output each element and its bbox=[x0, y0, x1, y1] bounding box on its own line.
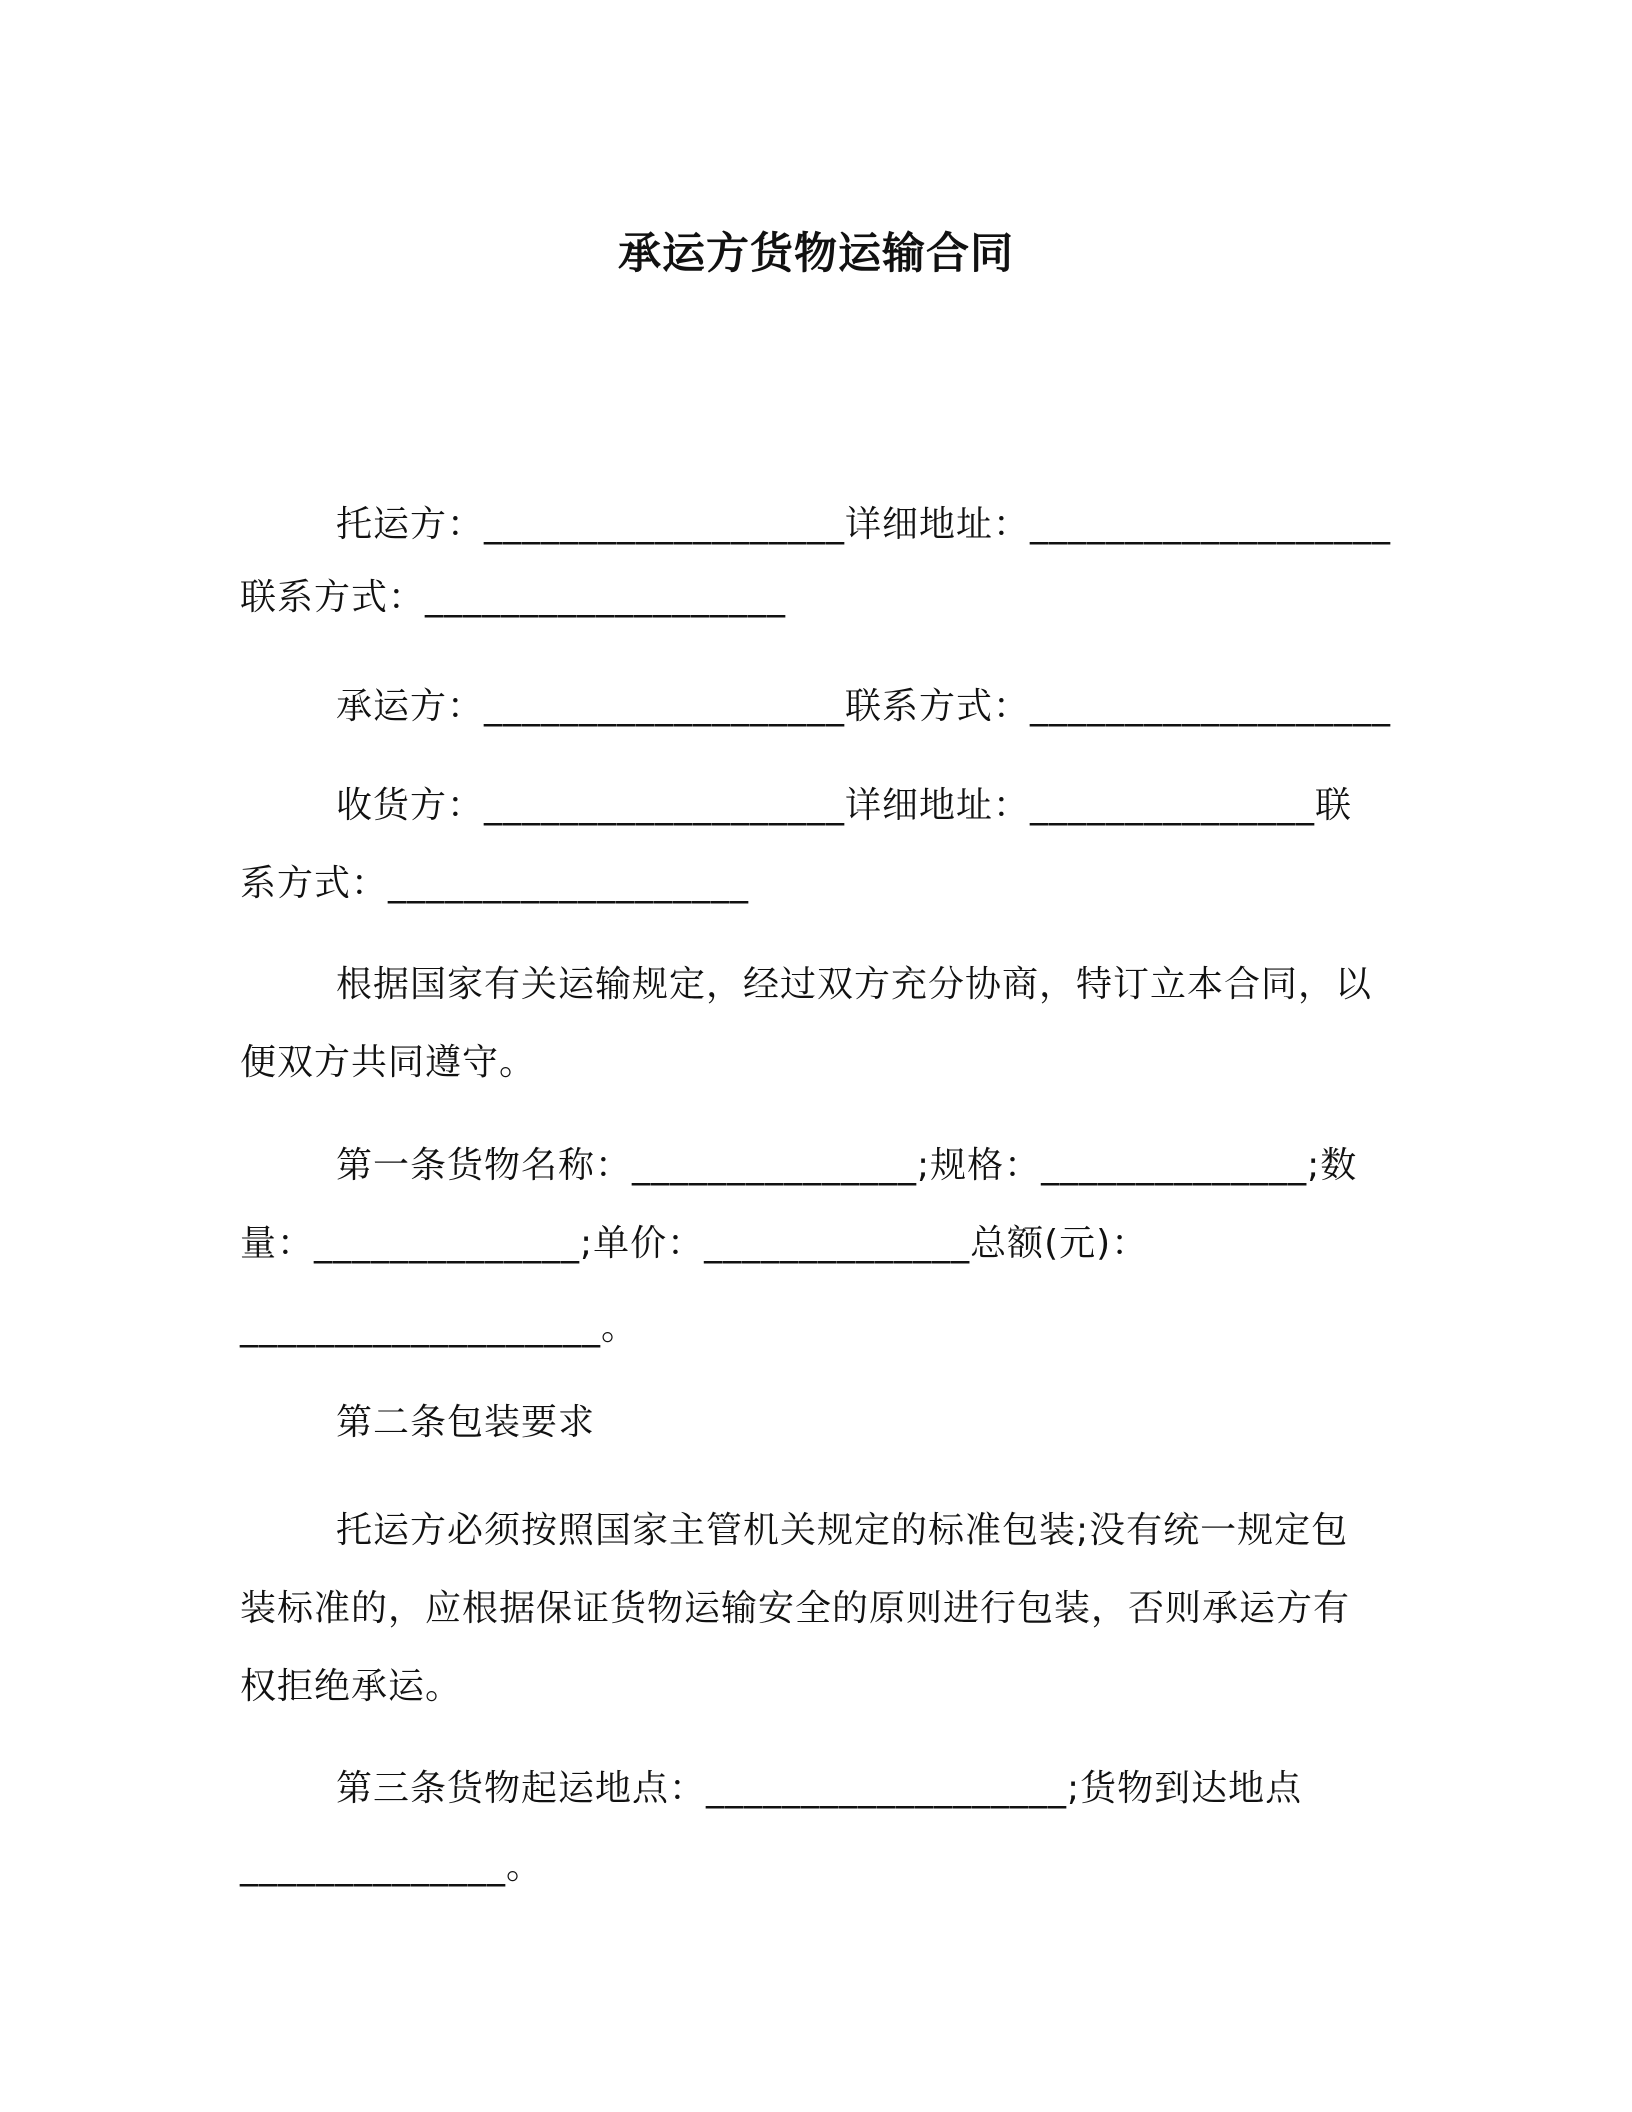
article-3-line-1: 第三条货物起运地点：___________________;货物到达地点 bbox=[336, 1768, 1303, 1809]
article-2-heading: 第二条包装要求 bbox=[336, 1402, 596, 1443]
article-1-line-3: ___________________。 bbox=[240, 1307, 638, 1348]
preamble-line-1: 根据国家有关运输规定，经过双方充分协商，特订立本合同，以 bbox=[336, 964, 1373, 1005]
shipper-contact-line: 联系方式：___________________ bbox=[240, 577, 787, 618]
article-2-line-3: 权拒绝承运。 bbox=[240, 1666, 463, 1707]
article-2-line-1: 托运方必须按照国家主管机关规定的标准包装;没有统一规定包 bbox=[336, 1510, 1349, 1551]
article-1-line-2: 量：______________;单价：______________总额(元)： bbox=[240, 1223, 1149, 1264]
consignee-line: 收货方：___________________详细地址：_______________联 bbox=[336, 785, 1353, 826]
consignee-contact-line: 系方式：___________________ bbox=[240, 863, 750, 904]
carrier-line: 承运方：___________________联系方式：___________________ bbox=[336, 686, 1392, 727]
article-3-line-2: ______________。 bbox=[240, 1846, 543, 1887]
article-2-line-2: 装标准的，应根据保证货物运输安全的原则进行包装，否则承运方有 bbox=[240, 1588, 1351, 1629]
article-1-line-1: 第一条货物名称：_______________;规格：______________;数 bbox=[336, 1145, 1358, 1186]
shipper-line: 托运方：___________________详细地址：___________________ bbox=[336, 504, 1392, 545]
preamble-line-2: 便双方共同遵守。 bbox=[240, 1042, 537, 1083]
document-title: 承运方货物运输合同 bbox=[618, 229, 1014, 279]
